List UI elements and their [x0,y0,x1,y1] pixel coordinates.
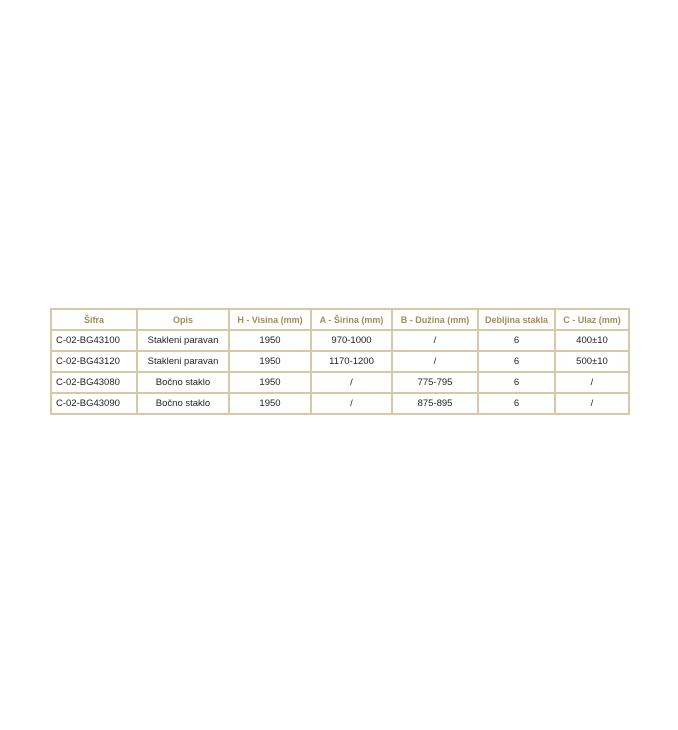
cell-visina: 1950 [229,351,311,372]
cell-ulaz: 500±10 [555,351,629,372]
cell-opis: Bočno staklo [137,372,229,393]
cell-sifra: C-02-BG43120 [51,351,137,372]
cell-debljina: 6 [478,372,555,393]
header-sirina: A - Širina (mm) [311,309,392,330]
table-row [51,393,629,414]
product-spec-table [50,308,630,415]
table-header-row [51,309,629,330]
cell-sifra: C-02-BG43100 [51,330,137,351]
table-row [51,372,629,393]
cell-debljina: 6 [478,351,555,372]
cell-duzina: / [392,330,478,351]
cell-duzina: / [392,351,478,372]
cell-debljina: 6 [478,393,555,414]
cell-visina: 1950 [229,393,311,414]
cell-visina: 1950 [229,372,311,393]
cell-sirina: / [311,393,392,414]
cell-sirina: 1170-1200 [311,351,392,372]
cell-visina: 1950 [229,330,311,351]
table-row [51,330,629,351]
header-opis: Opis [137,309,229,330]
table-row [51,351,629,372]
cell-duzina: 775-795 [392,372,478,393]
cell-opis: Stakleni paravan [137,330,229,351]
cell-sirina: / [311,372,392,393]
header-visina: H - Visina (mm) [229,309,311,330]
cell-ulaz: 400±10 [555,330,629,351]
header-debljina: Debljina stakla [478,309,555,330]
cell-ulaz: / [555,393,629,414]
cell-opis: Bočno staklo [137,393,229,414]
cell-sirina: 970-1000 [311,330,392,351]
cell-ulaz: / [555,372,629,393]
cell-debljina: 6 [478,330,555,351]
cell-sifra: C-02-BG43080 [51,372,137,393]
cell-opis: Stakleni paravan [137,351,229,372]
header-ulaz: C - Ulaz (mm) [555,309,629,330]
header-duzina: B - Dužina (mm) [392,309,478,330]
cell-duzina: 875-895 [392,393,478,414]
cell-sifra: C-02-BG43090 [51,393,137,414]
header-sifra: Šifra [51,309,137,330]
